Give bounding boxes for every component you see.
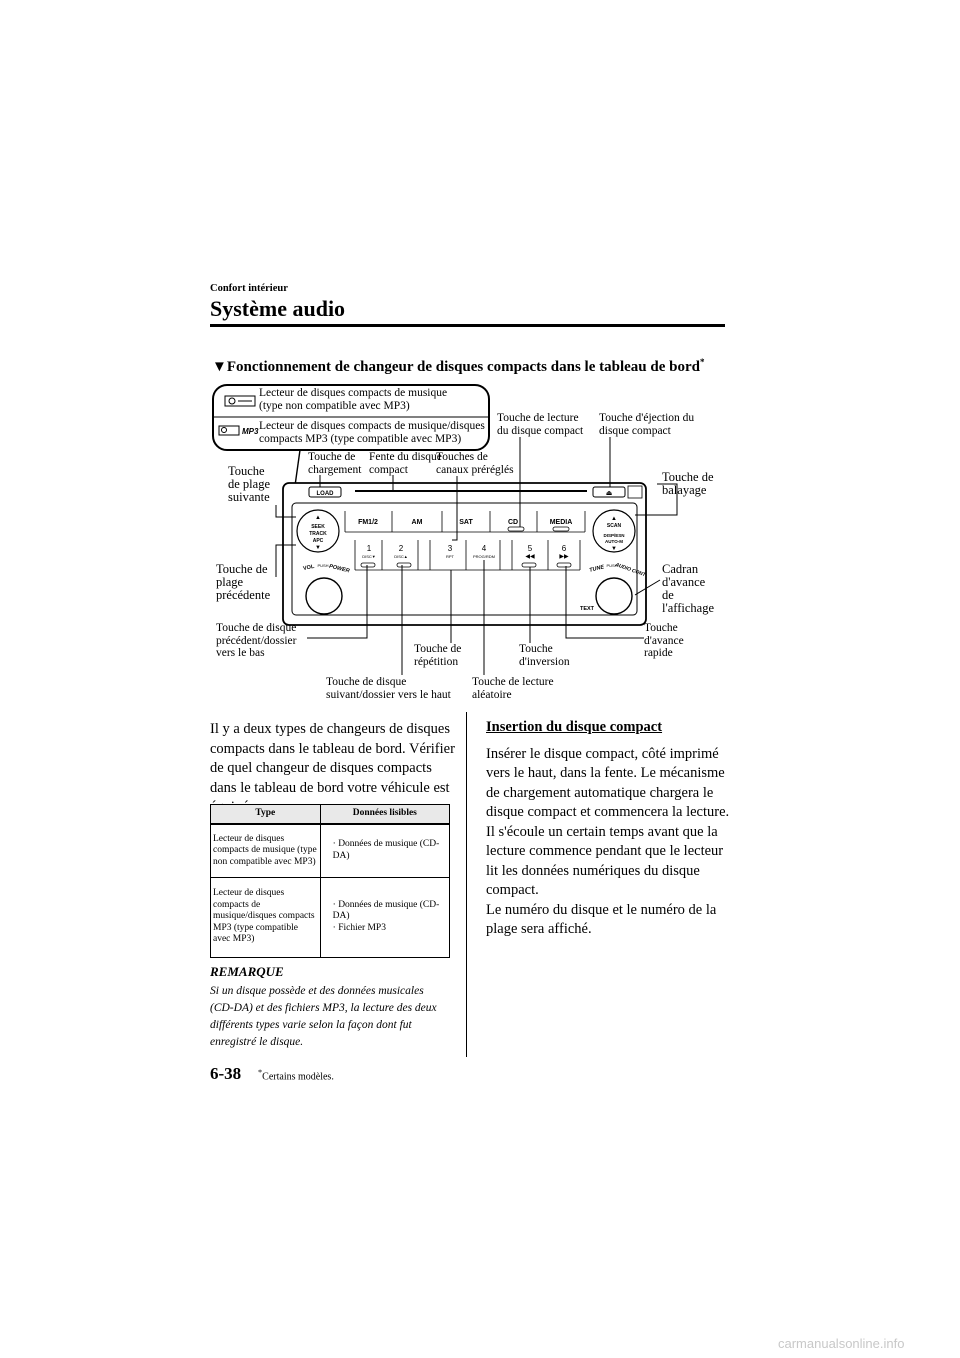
subheading-text: Fonctionnement de changeur de disques compacts dans le tableau de bord xyxy=(226,359,700,375)
triangle-marker-icon: ▼ xyxy=(212,359,227,375)
callout-balayage: Touche de balayage xyxy=(662,470,714,497)
callout-cadran: Cadran d'avance de l'affichage xyxy=(662,562,714,615)
preset-4-number: 4 xyxy=(481,544,487,553)
svg-text:▲: ▲ xyxy=(315,515,321,521)
column-divider xyxy=(466,712,467,1057)
media-button: MEDIA xyxy=(549,519,573,526)
footnote-asterisk: * xyxy=(258,1068,263,1077)
svg-text:▼: ▼ xyxy=(611,546,617,552)
table-cell-type: Lecteur de disques compacts de musique (type non compatible avec MP3) xyxy=(211,824,321,877)
data-item: · Fichier MP3 xyxy=(332,922,386,933)
svg-text:▼: ▼ xyxy=(315,545,321,551)
svg-text:TRACK: TRACK xyxy=(309,531,327,537)
svg-text:AUTO-M: AUTO-M xyxy=(605,539,623,544)
svg-text:PUSH: PUSH xyxy=(606,563,618,568)
callout-prereglees: Touches de canaux préréglés xyxy=(436,451,514,476)
sat-button: SAT xyxy=(459,519,473,526)
legend-item-2-line1: Lecteur de disques compacts de musique/disques xyxy=(259,420,485,432)
svg-text:TEXT: TEXT xyxy=(579,606,595,612)
preset-3-sub: RPT xyxy=(446,554,454,559)
footnote-text: Certains modèles. xyxy=(262,1071,334,1083)
preset-2-sub: DISC▲ xyxy=(394,554,408,559)
svg-text:PUSH: PUSH xyxy=(317,563,329,568)
table-row xyxy=(211,877,450,957)
watermark: carmanualsonline.info xyxy=(778,1336,905,1351)
intro-paragraph: Il y a deux types de changeurs de disques compacts dans le tableau de bord. Vérifier de quel changeur de disques compacts dans le tableau de bord votre véhicule est xyxy=(210,721,455,796)
cd-button: CD xyxy=(507,519,519,526)
svg-text:MP3: MP3 xyxy=(242,427,259,436)
svg-text:TUNE: TUNE xyxy=(588,564,605,574)
legend-item-2-line2: compacts MP3 (type compatible avec MP3) xyxy=(259,433,462,445)
preset-1-number: 1 xyxy=(366,544,372,553)
fm-button: FM1/2 xyxy=(358,519,378,526)
am-button: AM xyxy=(411,519,423,526)
insertion-paragraph-1: Insérer le disque compact, côté imprimé vers le haut, dans la fente. Le mécanisme de chargement automatique chargera le disque compact et commencera la lecture. Il s'écoule un certain temps avant que la lecture commence pendant que le lecteur lit les données numériques du disque compact. xyxy=(486,745,730,898)
footnote xyxy=(258,1068,334,1082)
callout-repetition: Touche de répétition xyxy=(414,643,462,668)
callout-lecture: Touche de lecture du disque compact xyxy=(497,412,584,437)
table-cell-type: Lecteur de disques compacts de musique/disques compacts MP3 (type compatible avec MP3) xyxy=(211,877,321,957)
callout-fente: Fente du disque compact xyxy=(369,451,442,476)
section-label: Confort intérieur xyxy=(210,283,288,294)
callout-avance-rapide: Touche d'avance rapide xyxy=(644,622,684,659)
callout-aleatoire: Touche de lecture aléatoire xyxy=(472,676,554,701)
preset-3-number: 3 xyxy=(447,544,453,553)
note-text: Si un disque possède et des données musicales (CD-DA) et des fichiers MP3, la lecture des deux différents types varie selon la façon dont fut enregistré le disque. xyxy=(210,985,437,1048)
table-cell-data xyxy=(320,824,449,877)
table-cell-data xyxy=(320,877,449,957)
table-header-type: Type xyxy=(211,805,321,825)
preset-1-sub: DISC▼ xyxy=(362,554,376,559)
note-title: REMARQUE xyxy=(210,964,284,979)
table-header-data: Données lisibles xyxy=(320,805,449,825)
insertion-paragraph-2: Le numéro du disque et le numéro de la plage sera affiché. xyxy=(486,901,717,937)
svg-text:SEEK: SEEK xyxy=(311,524,325,530)
page-title: Système audio xyxy=(210,296,346,321)
data-item: · Données de musique (CD-DA) xyxy=(332,899,440,922)
svg-text:SCAN: SCAN xyxy=(606,523,622,529)
insertion-heading: Insertion du disque compact xyxy=(486,719,663,735)
callout-ejection: Touche d'éjection du disque compact xyxy=(599,412,695,437)
svg-text:APC: APC xyxy=(312,538,324,544)
preset-6-number: 6 xyxy=(561,544,567,553)
preset-5-number: 5 xyxy=(527,544,533,553)
data-item: · Données de musique (CD-DA) xyxy=(332,839,440,861)
preset-2-number: 2 xyxy=(398,544,404,553)
svg-text:VOL: VOL xyxy=(302,563,315,573)
preset-4-sub: PROG/RDM xyxy=(473,554,495,559)
svg-text:POWER: POWER xyxy=(328,563,351,575)
svg-text:▲: ▲ xyxy=(611,516,617,522)
table-row xyxy=(211,824,450,877)
preset-5-sub: ◀◀ xyxy=(525,554,535,560)
callout-chargement: Touche de chargement xyxy=(308,451,362,476)
legend-item-1-line2: (type non compatible avec MP3) xyxy=(259,400,410,412)
callout-inversion: Touche d'inversion xyxy=(519,643,570,668)
load-label: LOAD xyxy=(316,491,334,497)
svg-text:DISP/ESN: DISP/ESN xyxy=(603,533,625,538)
preset-6-sub: ▶▶ xyxy=(559,554,569,560)
types-table xyxy=(210,804,450,958)
subheading-asterisk: * xyxy=(699,357,705,367)
legend-item-1-line1: Lecteur de disques compacts de musique xyxy=(259,387,448,399)
eject-icon: ⏏ xyxy=(605,490,613,497)
callout-plage-suivante: Touche de plage suivante xyxy=(228,464,270,504)
callout-disque-precedent: Touche de disque précédent/dossier vers le bas xyxy=(216,622,297,659)
callout-disque-suivant: Touche de disque suivant/dossier vers le haut xyxy=(326,676,451,701)
insertion-section xyxy=(486,718,731,940)
callout-plage-precedente: Touche de plage précédente xyxy=(216,562,271,602)
svg-text:AUDIO CONT: AUDIO CONT xyxy=(614,561,647,579)
page-number: 6-38 xyxy=(210,1064,242,1083)
radio-panel xyxy=(283,483,646,625)
